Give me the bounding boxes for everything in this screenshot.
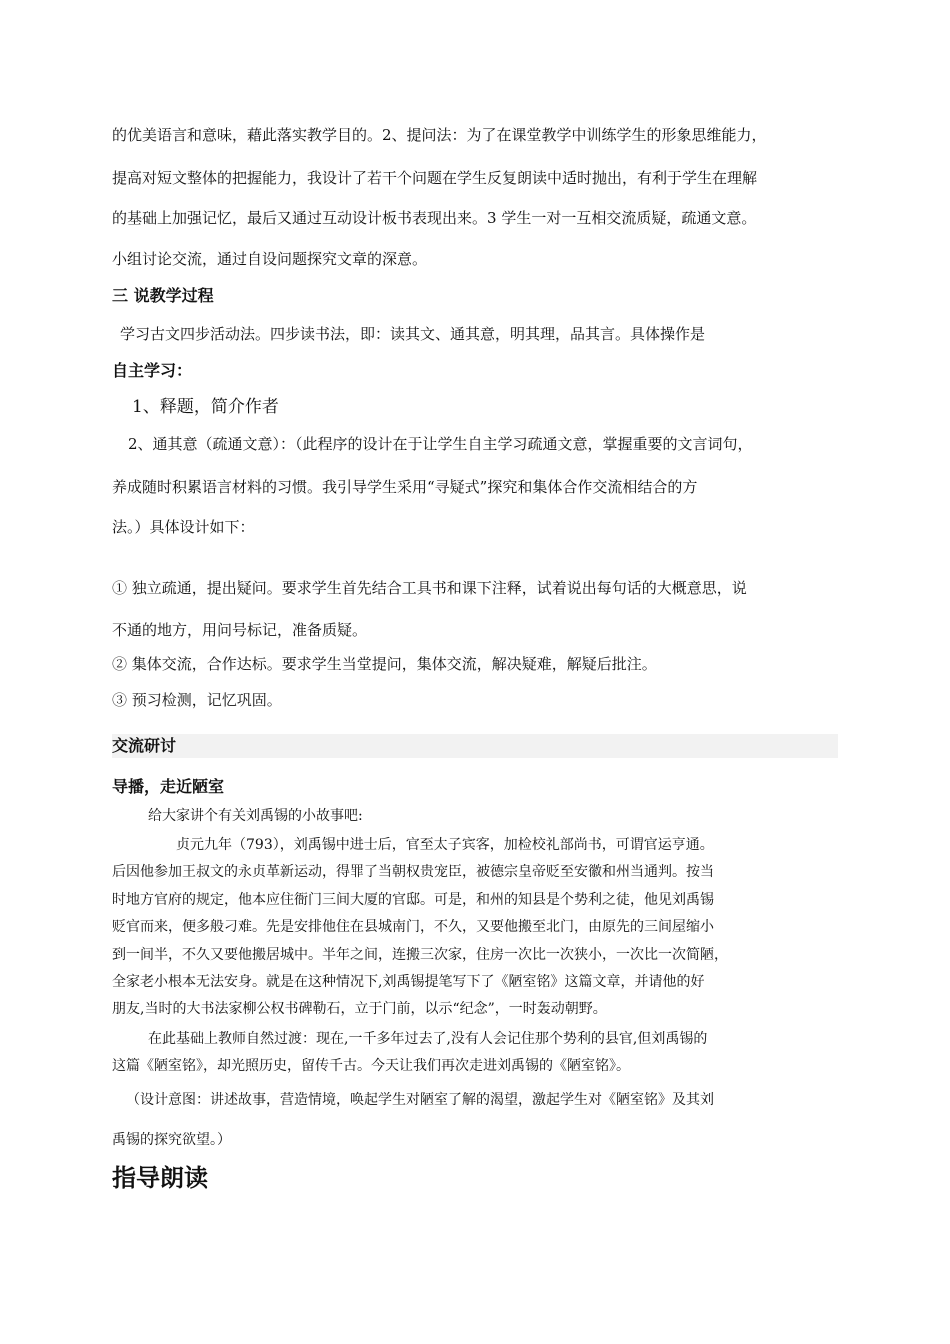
- guide-opening: 给大家讲个有关刘禹锡的小故事吧:: [148, 808, 363, 824]
- guide-heading: 导播，走近陋室: [112, 777, 225, 796]
- self-study-item-2-line-2: 养成随时积累语言材料的习惯。我引导学生采用“寻疑式”探究和集体合作交流相结合的方: [112, 478, 698, 496]
- story-line-2: 后因他参加王叔文的永贞革新运动，得罪了当朝权贵宠臣，被德宗皇帝贬至安徽和州当通判。按当: [112, 864, 714, 880]
- story-line-6: 全家老小根本无法安身。就是在这种情况下,刘禹锡提笔写下了《陋室铭》这篇文章，并请他的好: [112, 974, 705, 990]
- intro-line-4: 小组讨论交流，通过自设问题探究文章的深意。: [112, 250, 428, 268]
- step-1-line-1: ① 独立疏通，提出疑问。要求学生首先结合工具书和课下注释，试着说出每句话的大概意思，说: [112, 579, 747, 597]
- section-3-intro: 学习古文四步活动法。四步读书法，即：读其文、通其意，明其理，品其言。具体操作是: [120, 325, 706, 343]
- intro-line-3: 的基础上加强记忆，最后又通过互动设计板书表现出来。3 学生一对一互相交流质疑，疏通文意。: [112, 209, 757, 227]
- discussion-heading: 交流研讨: [112, 736, 177, 755]
- intro-line-2: 提高对短文整体的把握能力，我设计了若干个问题在学生反复朗读中适时抛出，有利于学生在理解: [112, 169, 758, 187]
- reading-heading: 指导朗读: [112, 1164, 208, 1192]
- self-study-item-2-line-3: 法。）具体设计如下：: [112, 518, 255, 536]
- step-1-line-2: 不通的地方，用问号标记，准备质疑。: [112, 621, 368, 639]
- transition-line-1: 在此基础上教师自然过渡：现在,一千多年过去了,没有人会记住那个势利的县官,但刘禹锡的: [148, 1031, 708, 1047]
- step-2: ② 集体交流，合作达标。要求学生当堂提问，集体交流，解决疑难，解疑后批注。: [112, 655, 657, 673]
- section-3-heading: 三 说教学过程: [112, 286, 214, 305]
- discussion-heading-shading: [112, 734, 838, 758]
- self-study-heading: 自主学习：: [112, 361, 193, 380]
- step-3: ③ 预习检测，记忆巩固。: [112, 691, 282, 709]
- story-line-7: 朋友,当时的大书法家柳公权书碑勒石，立于门前，以示“纪念”，一时轰动朝野。: [112, 1001, 607, 1017]
- transition-line-2: 这篇《陋室铭》，却光照历史，留传千古。今天让我们再次走进刘禹锡的《陋室铭》。: [112, 1058, 630, 1074]
- self-study-item-2-line-1: 2、通其意（疏通文意）：（此程序的设计在于让学生自主学习疏通文意，掌握重要的文言词句，: [128, 435, 753, 453]
- self-study-item-1: 1、释题，简介作者: [132, 397, 279, 417]
- story-line-5: 到一间半，不久又要他搬居城中。半年之间，连搬三次家，住房一次比一次狭小，一次比一次简陋，: [112, 947, 728, 963]
- story-line-4: 贬官而来，便多般刁难。先是安排他住在县城南门，不久，又要他搬至北门，由原先的三间屋缩小: [112, 919, 714, 935]
- design-intent-line-2: 禹锡的探究欲望。）: [112, 1132, 231, 1148]
- intro-line-1: 的优美语言和意味，藉此落实教学目的。2、提问法：为了在课堂教学中训练学生的形象思维能力，: [112, 126, 767, 144]
- story-line-3: 时地方官府的规定，他本应住衙门三间大厦的官邸。可是，和州的知县是个势利之徒，他见刘禹锡: [112, 892, 714, 908]
- design-intent-line-1: （设计意图：讲述故事，营造情境，唤起学生对陋室了解的渴望，激起学生对《陋室铭》及其刘: [126, 1092, 714, 1108]
- story-line-1: 贞元九年（793），刘禹锡中进士后，官至太子宾客，加检校礼部尚书，可谓官运亨通。: [176, 837, 714, 853]
